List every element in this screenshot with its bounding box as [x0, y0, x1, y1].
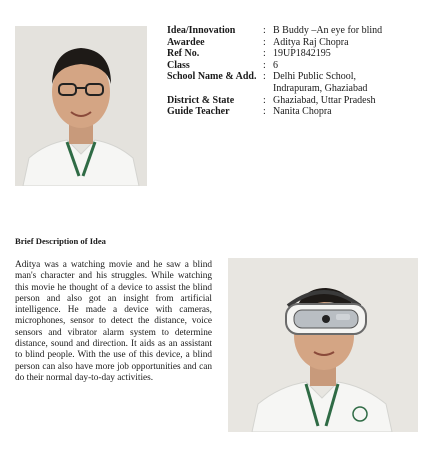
colon: : — [263, 48, 266, 60]
value-school-line1: Delhi Public School, — [273, 71, 357, 83]
value-school — [273, 71, 437, 94]
row-class — [167, 60, 437, 72]
label-idea: Idea/Innovation — [167, 25, 236, 36]
value-ref-no: 19UP1842195 — [273, 48, 331, 60]
colon: : — [263, 25, 266, 36]
label-guide-teacher: Guide Teacher — [167, 106, 230, 118]
value-school-line2: Indrapuram, Ghaziabad — [273, 82, 368, 94]
section-title: Brief Description of Idea — [15, 236, 106, 246]
row-awardee — [167, 37, 437, 49]
colon: : — [263, 59, 266, 71]
value-district: Ghaziabad, Uttar Pradesh — [273, 94, 376, 106]
row-idea — [167, 25, 437, 37]
label-school: School Name & Add. — [167, 71, 257, 83]
value-awardee: Aditya Raj Chopra — [273, 36, 349, 48]
label-district: District & State — [167, 94, 235, 106]
row-ref-no — [167, 48, 437, 60]
label-awardee: Awardee — [167, 36, 205, 48]
row-district — [167, 95, 437, 107]
row-school — [167, 71, 437, 94]
colon: : — [263, 94, 266, 106]
row-guide-teacher — [167, 106, 437, 118]
colon: : — [263, 106, 266, 118]
device-demo-photo — [228, 258, 418, 432]
label-class: Class — [167, 59, 190, 71]
colon: : — [263, 71, 266, 83]
label-ref-no: Ref No. — [167, 48, 200, 60]
colon: : — [263, 36, 266, 48]
awardee-portrait-photo — [15, 26, 147, 186]
profile-details — [167, 25, 437, 118]
value-idea: B Buddy –An eye for blind — [273, 25, 383, 36]
value-class: 6 — [273, 59, 278, 71]
description-text: Aditya was a watching movie and he saw a blind man's character and his struggles. While watching this movie he thought of a device to assist the blind person and also got an insight from artificial intelligence. He made a device with cameras, microphones, sensor to detect the distance, voice sensors and vibrator alarm system to determine distance, sound and direction. It aids as an assistant to blind people. With the use of this device, a blind person can also have more job opportunities and can do their normal day-to-day activities. — [15, 260, 212, 383]
value-guide-teacher: Nanita Chopra — [273, 106, 332, 118]
